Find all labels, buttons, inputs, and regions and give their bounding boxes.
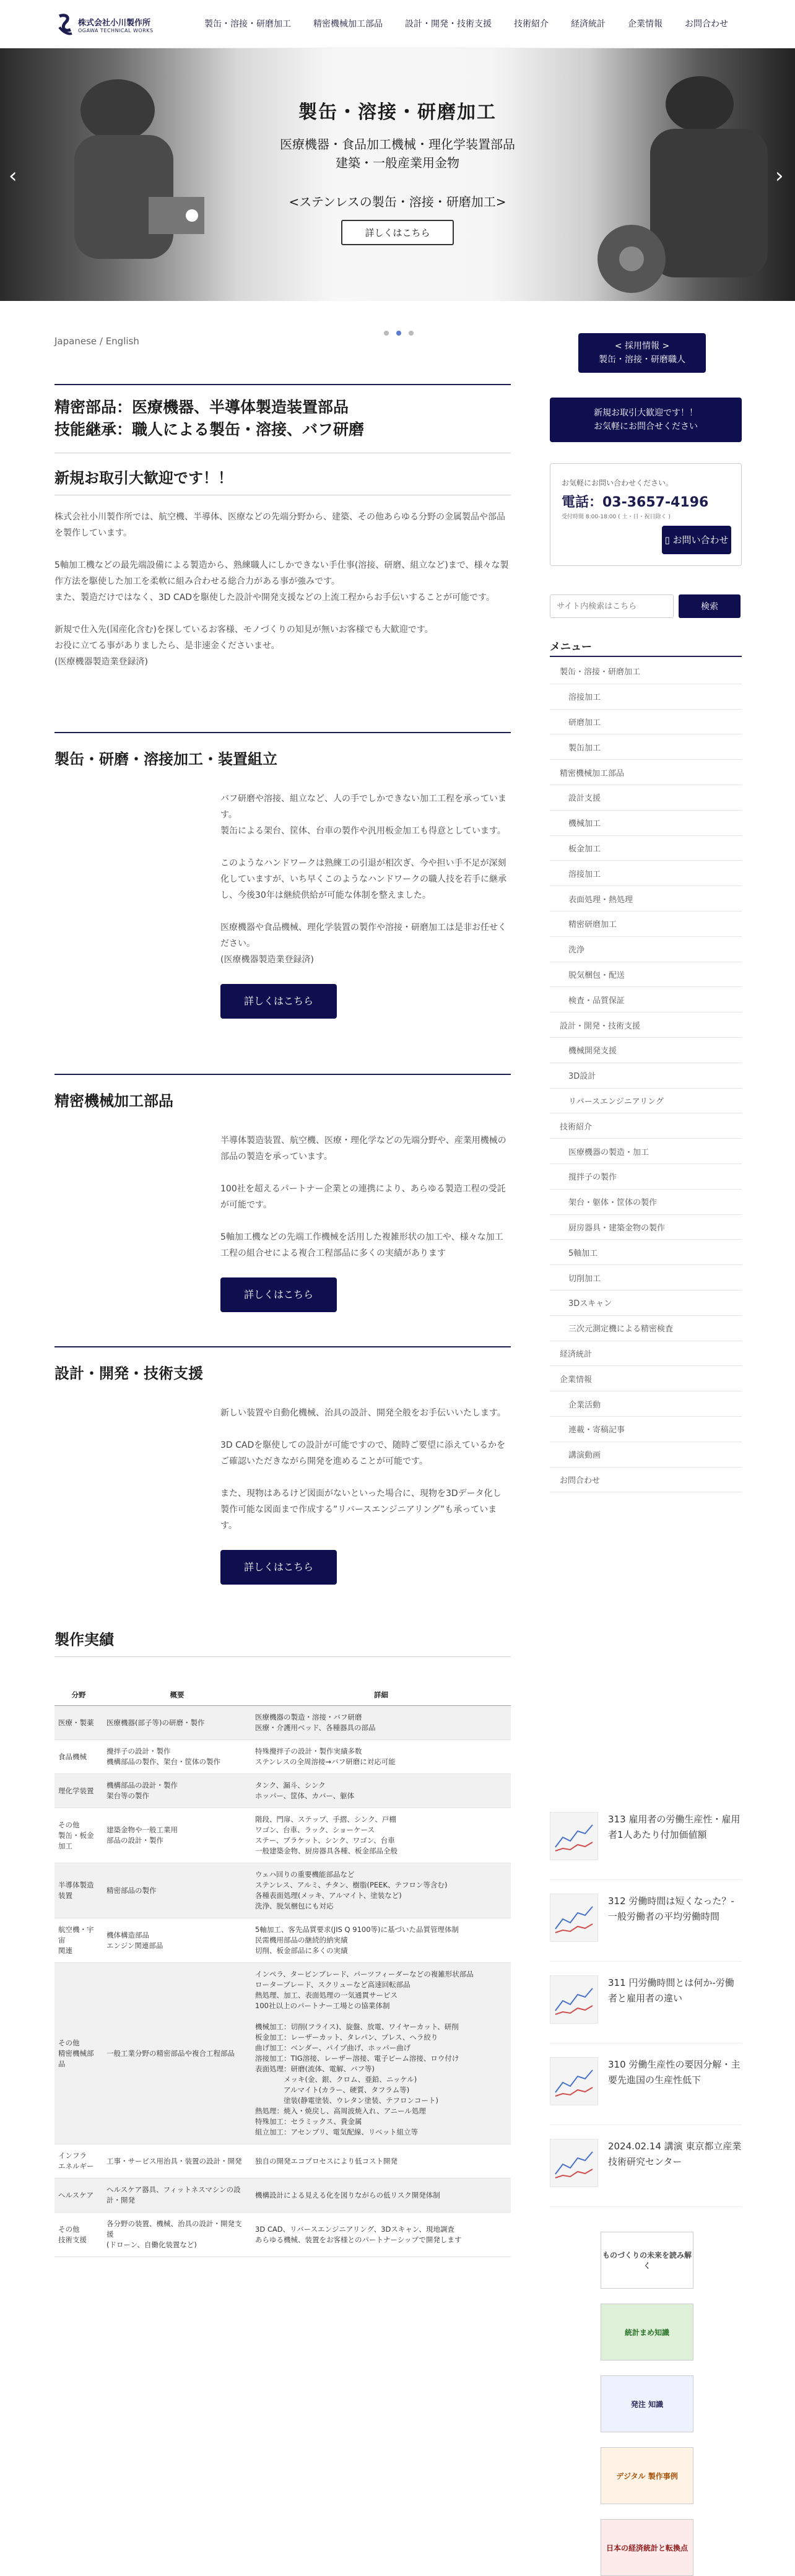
sidebar-menu-item[interactable]: 設計支援 xyxy=(550,785,742,811)
cell-detail: 3D CAD、リバースエンジニアリング、3Dスキャン、現地調査 あらゆる機械、装置をお客様とのパートナーシップで開発します xyxy=(251,2213,511,2257)
post-title: 312 労働時間は短くなった？-一般労働者の平均労働時間 xyxy=(608,1895,734,1922)
post-title: 2024.02.14 講演 東京都立産業技術研究センター xyxy=(608,2141,742,2167)
global-nav xyxy=(204,17,750,30)
post-title: 313 雇用者の労働生産性・雇用者1人あたり付加価値額 xyxy=(608,1814,741,1840)
welcome-paragraph: (医療機器製造業登録済) xyxy=(54,657,148,667)
cell-field: その他 精密機械部品 xyxy=(54,1963,103,2144)
recruit-line-1: < 採用情報 > xyxy=(614,341,670,351)
section-title: 製缶・研磨・溶接加工・装置組立 xyxy=(54,751,277,768)
slider-dot[interactable] xyxy=(409,331,414,336)
cell-summary: 精密部品の製作 xyxy=(103,1863,251,1918)
sidebar-menu-item[interactable]: 製缶加工 xyxy=(550,734,742,760)
sidebar-menu-item[interactable]: 機械加工 xyxy=(550,811,742,836)
section-paragraph: 5軸加工機などの先端工作機械を活用した複雑形状の加工や、様々な加工工程の組合せによる複合工程部品に多くの実績があります xyxy=(220,1232,503,1258)
post-thumbnail xyxy=(550,2139,598,2187)
table-row xyxy=(54,2144,511,2178)
table-row xyxy=(54,1863,511,1918)
cell-field: 医療・製薬 xyxy=(54,1706,103,1740)
section-title: 設計・開発・技術支援 xyxy=(54,1365,203,1382)
post-item[interactable] xyxy=(550,1894,742,1962)
welcome-paragraph: 新規で仕入先(国産化含む)を探しているお客様、モノづくりの知見が無いお客様でも大歓迎です。 xyxy=(54,625,433,635)
welcome-section xyxy=(54,466,511,670)
nav-item-statistics[interactable]: 経済統計 xyxy=(571,19,606,29)
post-item[interactable] xyxy=(550,2057,742,2125)
table-row xyxy=(54,1918,511,1963)
section-paragraph: 医療機器や食品機械、理化学装置の製作や溶接・研磨加工は是非お任せください。 xyxy=(220,923,506,949)
slider-dots xyxy=(384,331,414,336)
sidebar-menu-item[interactable]: 板金加工 xyxy=(550,836,742,861)
sidebar-menu-item[interactable]: 講演動画 xyxy=(550,1442,742,1468)
welcome-line-2: お気軽にお問合せください xyxy=(594,422,698,432)
post-item[interactable] xyxy=(550,2139,742,2207)
sidebar-menu-item[interactable]: 3Dスキャン xyxy=(550,1290,742,1316)
precision-section xyxy=(54,1074,511,1312)
hero-line-1: 医療機器・食品加工機械・理化学装置部品 xyxy=(280,137,515,152)
cell-field: 半導体製造装置 xyxy=(54,1863,103,1918)
cell-summary: ヘルスケア器具、フィットネスマシンの設計・開発 xyxy=(103,2178,251,2213)
sidebar-menu-item[interactable]: 三次元測定機による精密検査 xyxy=(550,1316,742,1341)
sidebar-menu-item[interactable]: 撹拌子の製作 xyxy=(550,1164,742,1190)
results-section xyxy=(54,1627,511,1657)
section-paragraph: 新しい装置や自動化機械、治具の設計、開発全般をお手伝いいたします。 xyxy=(220,1408,506,1418)
contact-intro: お気軽にお問い合わせください。 xyxy=(562,479,674,487)
post-thumbnail xyxy=(550,1894,598,1942)
sidebar-menu-item[interactable]: 連載・寄稿記事 xyxy=(550,1417,742,1442)
cell-field: 理化学装置 xyxy=(54,1774,103,1808)
sidebar-menu-item[interactable]: 企業情報 xyxy=(550,1366,742,1391)
nav-item-technology[interactable]: 技術紹介 xyxy=(514,19,549,29)
sidebar-menu-item[interactable]: 精密研磨加工 xyxy=(550,912,742,937)
post-thumbnail xyxy=(550,2057,598,2105)
welcome-paragraph: また、製造だけではなく、3D CADを駆使した設計や開発支援などの上流工程からお手伝いすることが可能です。 xyxy=(54,593,495,603)
results-table xyxy=(54,1685,511,2257)
table-header: 概要 xyxy=(103,1685,251,1706)
headline-1: 精密部品：医療機器、半導体製造装置部品 xyxy=(54,398,349,416)
cell-field: 食品機械 xyxy=(54,1740,103,1774)
sidebar-menu xyxy=(550,659,742,1492)
table-row xyxy=(54,2213,511,2257)
search-button[interactable]: 検索 xyxy=(679,594,741,618)
sidebar-menu-item[interactable]: 医療機器の製造・加工 xyxy=(550,1139,742,1164)
cell-summary: 機体構造部品 エンジン関連部品 xyxy=(103,1918,251,1963)
sidebar-menu-item[interactable]: 経済統計 xyxy=(550,1341,742,1367)
site-search xyxy=(550,594,742,618)
post-item[interactable] xyxy=(550,1975,742,2043)
section-paragraph: 製缶による架台、筐体、台車の製作や汎用板金加工も得意としています。 xyxy=(220,826,506,836)
sidebar-menu-item[interactable]: 企業活動 xyxy=(550,1391,742,1417)
recruit-banner-button[interactable] xyxy=(578,333,706,373)
sidebar-banner[interactable]: 発注 知識 xyxy=(601,2375,693,2432)
sidebar-menu-item[interactable]: 洗浄 xyxy=(550,937,742,962)
welcome-title: 新規お取引大歓迎です！！ xyxy=(54,466,511,495)
section-paragraph: (医療機器製造業登録済) xyxy=(220,955,314,965)
sidebar-menu-item[interactable]: リバースエンジニアリング xyxy=(550,1089,742,1114)
sidebar-banner[interactable]: ものづくりの未来を読み解く xyxy=(601,2232,693,2289)
nav-item-contact[interactable]: お問合わせ xyxy=(685,19,728,29)
cell-detail: 機構設計による見える化を図りながらの低リスク開発体制 xyxy=(251,2178,511,2213)
sidebar-menu-item[interactable]: 製缶・溶接・研磨加工 xyxy=(550,659,742,684)
sidebar-menu-item[interactable]: 脱気梱包・配送 xyxy=(550,962,742,988)
company-name-en: OGAWA TECHNICAL WORKS xyxy=(78,28,154,33)
post-title: 311 円労働時間とは何か-労働者と雇用者の違い xyxy=(608,1977,734,2004)
sidebar-banner[interactable]: デジタル 製作事例 xyxy=(601,2447,693,2504)
hero-slider xyxy=(0,48,795,301)
section-body xyxy=(220,1133,509,1312)
phone-number[interactable]: 電話：03-3657-4196 xyxy=(562,495,709,510)
section-paragraph: 半導体製造装置、航空機、医療・理化学などの先端分野や、産業用機械の部品の製造を承っています。 xyxy=(220,1136,506,1162)
hero-prev-arrow-icon[interactable]: ‹ xyxy=(9,163,17,188)
sidebar-menu-item[interactable]: 研磨加工 xyxy=(550,710,742,735)
section-paragraph: バフ研磨や溶接、組立など、人の手でしかできない加工工程を承っています。 xyxy=(220,794,506,820)
cell-detail: インペラ、タービンブレード、パーツフィーダーなどの複雑形状部品 ローターブレード、スクリューなど高速回転部品 熱処理、加工、表面処理の一気通貫サービス 100社以上のパートナー工場との協業体制 機械加工：切削(フライス)、旋盤、放電、ワイヤーカット、研削 板金加工：レーザーカット、タレパン、プレス、ヘラ絞り 曲げ加工：ベンダー、パイプ曲げ、ホッパー曲げ 溶接加工：TIG溶接、レーザー溶接、電子ビーム溶接、ロウ付け 表面処理：研磨(流体、電解、バフ等) メッキ(金、銀、クロム、亜鉛、ニッケル) アルマイト(カラー、硬質、タフラム等) 塗装(静電塗装、ウレタン塗装、テフロンコート) 熱処理：焼入・焼戻し、高周波焼入れ、アニール処理 特殊加工：セラミックス、貴金属 組立加工：アセンブリ、電気配線、リベット組立等 xyxy=(251,1963,511,2144)
section-paragraph: また、現物はあるけど図面がないといった場合に、現物を3Dデータ化し製作可能な図面まで作成する”リバースエンジニアリング”も承っています。 xyxy=(220,1489,502,1531)
cell-detail: 5軸加工、客先品質要求(JIS Q 9100等)に基づいた品質管理体制 民需機用部品の継続的納実績 切削、板金部品に多くの実績 xyxy=(251,1918,511,1963)
table-row xyxy=(54,1740,511,1774)
grinder-photo xyxy=(576,61,780,301)
sidebar-menu-item[interactable]: 溶接加工 xyxy=(550,861,742,886)
table-row xyxy=(54,2178,511,2213)
table-header: 分野 xyxy=(54,1685,103,1706)
precision-details-button[interactable]: 詳しくはこちら xyxy=(220,1277,337,1312)
table-body xyxy=(54,1706,511,2257)
table-row xyxy=(54,1963,511,2144)
welcome-line-1: 新規お取引大歓迎です！！ xyxy=(594,408,698,418)
section-paragraph: このようなハンドワークは熟練工の引退が相次ぎ、今や担い手不足が深刻化していますが、いち早くこのようなハンドワークの職人技を若手に継承し、今後30年は継続供給が可能な体制を整えました。 xyxy=(220,858,506,900)
contact-icon: ▯ xyxy=(664,534,673,546)
cell-detail: ウェハ回りの重要機能部品など ステンレス、アルミ、チタン、樹脂(PEEK、テフロン等含む) 各種表面処理(メッキ、アルマイト、塗装など) 洗浄、脱気梱包にも対応 xyxy=(251,1863,511,1918)
cell-summary: 医療機器(部子等)の研磨・製作 xyxy=(103,1706,251,1740)
sidebar-menu-item[interactable]: 厨房器具・建築金物の製作 xyxy=(550,1215,742,1240)
welder-photo xyxy=(25,61,211,301)
table-row xyxy=(54,1706,511,1740)
nav-item-precision-parts[interactable]: 精密機械加工部品 xyxy=(313,19,383,29)
section-paragraph: 3D CADを駆使しての設計が可能ですので、随時ご要望に添えているかをご確認いただきながら開発を進めることが可能です。 xyxy=(220,1440,505,1466)
hero-details-button[interactable]: 詳しくはこちら xyxy=(341,220,453,245)
cell-summary: 攪拌子の設計・製作 機構部品の製作、架台・筐体の製作 xyxy=(103,1740,251,1774)
contact-button[interactable] xyxy=(662,526,731,554)
sidebar-menu-item[interactable]: 溶接加工 xyxy=(550,684,742,710)
cell-field: その他 製缶・板金加工 xyxy=(54,1808,103,1863)
hero-caption xyxy=(212,97,583,245)
section-body xyxy=(220,1405,509,1585)
slider-dot[interactable] xyxy=(396,331,401,336)
sidebar-banner[interactable]: 日本の経済統計と転換点 xyxy=(601,2519,693,2576)
results-title: 製作実績 xyxy=(54,1627,511,1657)
welcome-paragraph: 5軸加工機などの最先端設備による製造から、熟練職人にしかできない手仕事(溶接、研磨、組立など)まで、様々な製作方法を駆使した加工を柔軟に組み合わせる総合力がある事が強みです。 xyxy=(54,560,509,586)
sidebar-menu-item[interactable]: 設計・開発・技術支援 xyxy=(550,1012,742,1038)
hero-next-arrow-icon[interactable]: › xyxy=(775,163,784,188)
sidebar-menu-item[interactable]: お問合わせ xyxy=(550,1468,742,1493)
sidebar-banner[interactable]: 統計まめ知識 xyxy=(601,2304,693,2361)
contact-box xyxy=(550,463,742,566)
contact-button-label: お問い合わせ xyxy=(672,534,729,546)
business-hours: 受付時間 8:00-18:00 ( 土・日・祝日除く ) xyxy=(562,514,671,520)
post-title: 310 労働生産性の要因分解・主要先進国の生産性低下 xyxy=(608,2059,741,2086)
sidebar-menu-item[interactable]: 技術紹介 xyxy=(550,1113,742,1139)
cell-field: その他 技術支援 xyxy=(54,2213,103,2257)
cell-detail: タンク、漏斗、シンク ホッパー、筐体、カバー、躯体 xyxy=(251,1774,511,1808)
sidebar-menu-item[interactable]: 機械開発支援 xyxy=(550,1038,742,1063)
fabrication-section xyxy=(54,732,511,1019)
hero-line-3: <ステンレスの製缶・溶接・研磨加工> xyxy=(289,194,506,209)
logo-icon xyxy=(57,12,73,37)
sidebar-menu-item[interactable]: 架台・躯体・筐体の製作 xyxy=(550,1190,742,1215)
cell-field: インフラ エネルギー xyxy=(54,2144,103,2178)
welcome-paragraph: お役に立てる事がありましたら、是非速金くださいませ。 xyxy=(54,641,280,651)
section-body xyxy=(220,791,509,1019)
welcome-banner-button[interactable] xyxy=(550,398,742,442)
welcome-text xyxy=(54,509,511,670)
fabrication-details-button[interactable]: 詳しくはこちら xyxy=(220,984,337,1019)
cell-field: 航空機・宇宙 関連 xyxy=(54,1918,103,1963)
section-paragraph: 100社を超えるパートナー企業との連携により、あらゆる製造工程の受託が可能です。 xyxy=(220,1184,506,1210)
sidebar-menu-item[interactable]: 精密機械加工部品 xyxy=(550,760,742,785)
hero-line-2: 建築・一般産業用金物 xyxy=(336,155,459,170)
nav-item-design[interactable]: 設計・開発・技術支援 xyxy=(405,19,492,29)
headline-2: 技能継承：職人による製缶・溶接、バフ研磨 xyxy=(54,420,365,438)
cell-detail: 階段、門扉、ステップ、手摺、シンク、戸棚 ワゴン、台車、ラック、ショーケース ステー、ブラケット、シンク、ワゴン、台車 一般建築金物、厨房器具各種、板金部品全般 xyxy=(251,1808,511,1863)
welcome-paragraph: 株式会社小川製作所では、航空機、半導体、医療などの先端分野から、建築、その他あらゆる分野の金属製品や部品を製作しています。 xyxy=(54,512,505,538)
headline-box xyxy=(54,384,511,453)
post-item[interactable] xyxy=(550,1812,742,1880)
sidebar-menu-item[interactable]: 切削加工 xyxy=(550,1265,742,1290)
design-section xyxy=(54,1346,511,1585)
cell-detail: 独自の開発エコプロセスにより低コスト開発 xyxy=(251,2144,511,2178)
nav-item-fabrication[interactable]: 製缶・溶接・研磨加工 xyxy=(204,19,291,29)
sidebar-menu-item[interactable]: 検査・品質保証 xyxy=(550,987,742,1012)
sidebar-menu-item[interactable]: 表面処理・熱処理 xyxy=(550,886,742,912)
slider-dot[interactable] xyxy=(384,331,389,336)
cell-detail: 特殊攪拌子の設計・製作実績多数 ステンレスの全周溶接→バフ研磨に対応可能 xyxy=(251,1740,511,1774)
menu-heading: メニュー xyxy=(550,638,742,657)
logo[interactable] xyxy=(57,12,154,37)
cell-summary: 建築金物や一般工業用 部品の設計・製作 xyxy=(103,1808,251,1863)
cell-detail: 医療機器の製造・溶接・バフ研磨 医療・介護用ベッド、各種器具の部品 xyxy=(251,1706,511,1740)
sidebar-menu-item[interactable]: 5軸加工 xyxy=(550,1240,742,1265)
hero-title: 製缶・溶接・研磨加工 xyxy=(298,102,497,123)
section-title: 精密機械加工部品 xyxy=(54,1092,173,1110)
table-row xyxy=(54,1774,511,1808)
cell-summary: 各分野の装置、機械、治具の設計・開発支援 (ドローン、自働化装置など) xyxy=(103,2213,251,2257)
cell-summary: 一般工業分野の精密部品や複合工程部品 xyxy=(103,1963,251,2144)
search-input[interactable] xyxy=(550,594,674,618)
cell-summary: 機構部品の設計・製作 架台等の製作 xyxy=(103,1774,251,1808)
site-header xyxy=(0,0,795,48)
post-thumbnail xyxy=(550,1812,598,1860)
language-switch[interactable]: Japanese / English xyxy=(54,336,139,347)
company-name: 株式会社小川製作所 xyxy=(78,19,151,28)
table-header-row xyxy=(54,1685,511,1706)
post-thumbnail xyxy=(550,1975,598,2024)
recruit-line-2: 製缶・溶接・研磨職人 xyxy=(599,355,685,365)
table-row xyxy=(54,1808,511,1863)
cell-field: ヘルスケア xyxy=(54,2178,103,2213)
design-details-button[interactable]: 詳しくはこちら xyxy=(220,1550,337,1585)
sidebar-menu-item[interactable]: 3D設計 xyxy=(550,1063,742,1089)
table-header: 詳細 xyxy=(251,1685,511,1706)
cell-summary: 工事・サービス用治具・装置の設計・開発 xyxy=(103,2144,251,2178)
nav-item-company[interactable]: 企業情報 xyxy=(628,19,662,29)
